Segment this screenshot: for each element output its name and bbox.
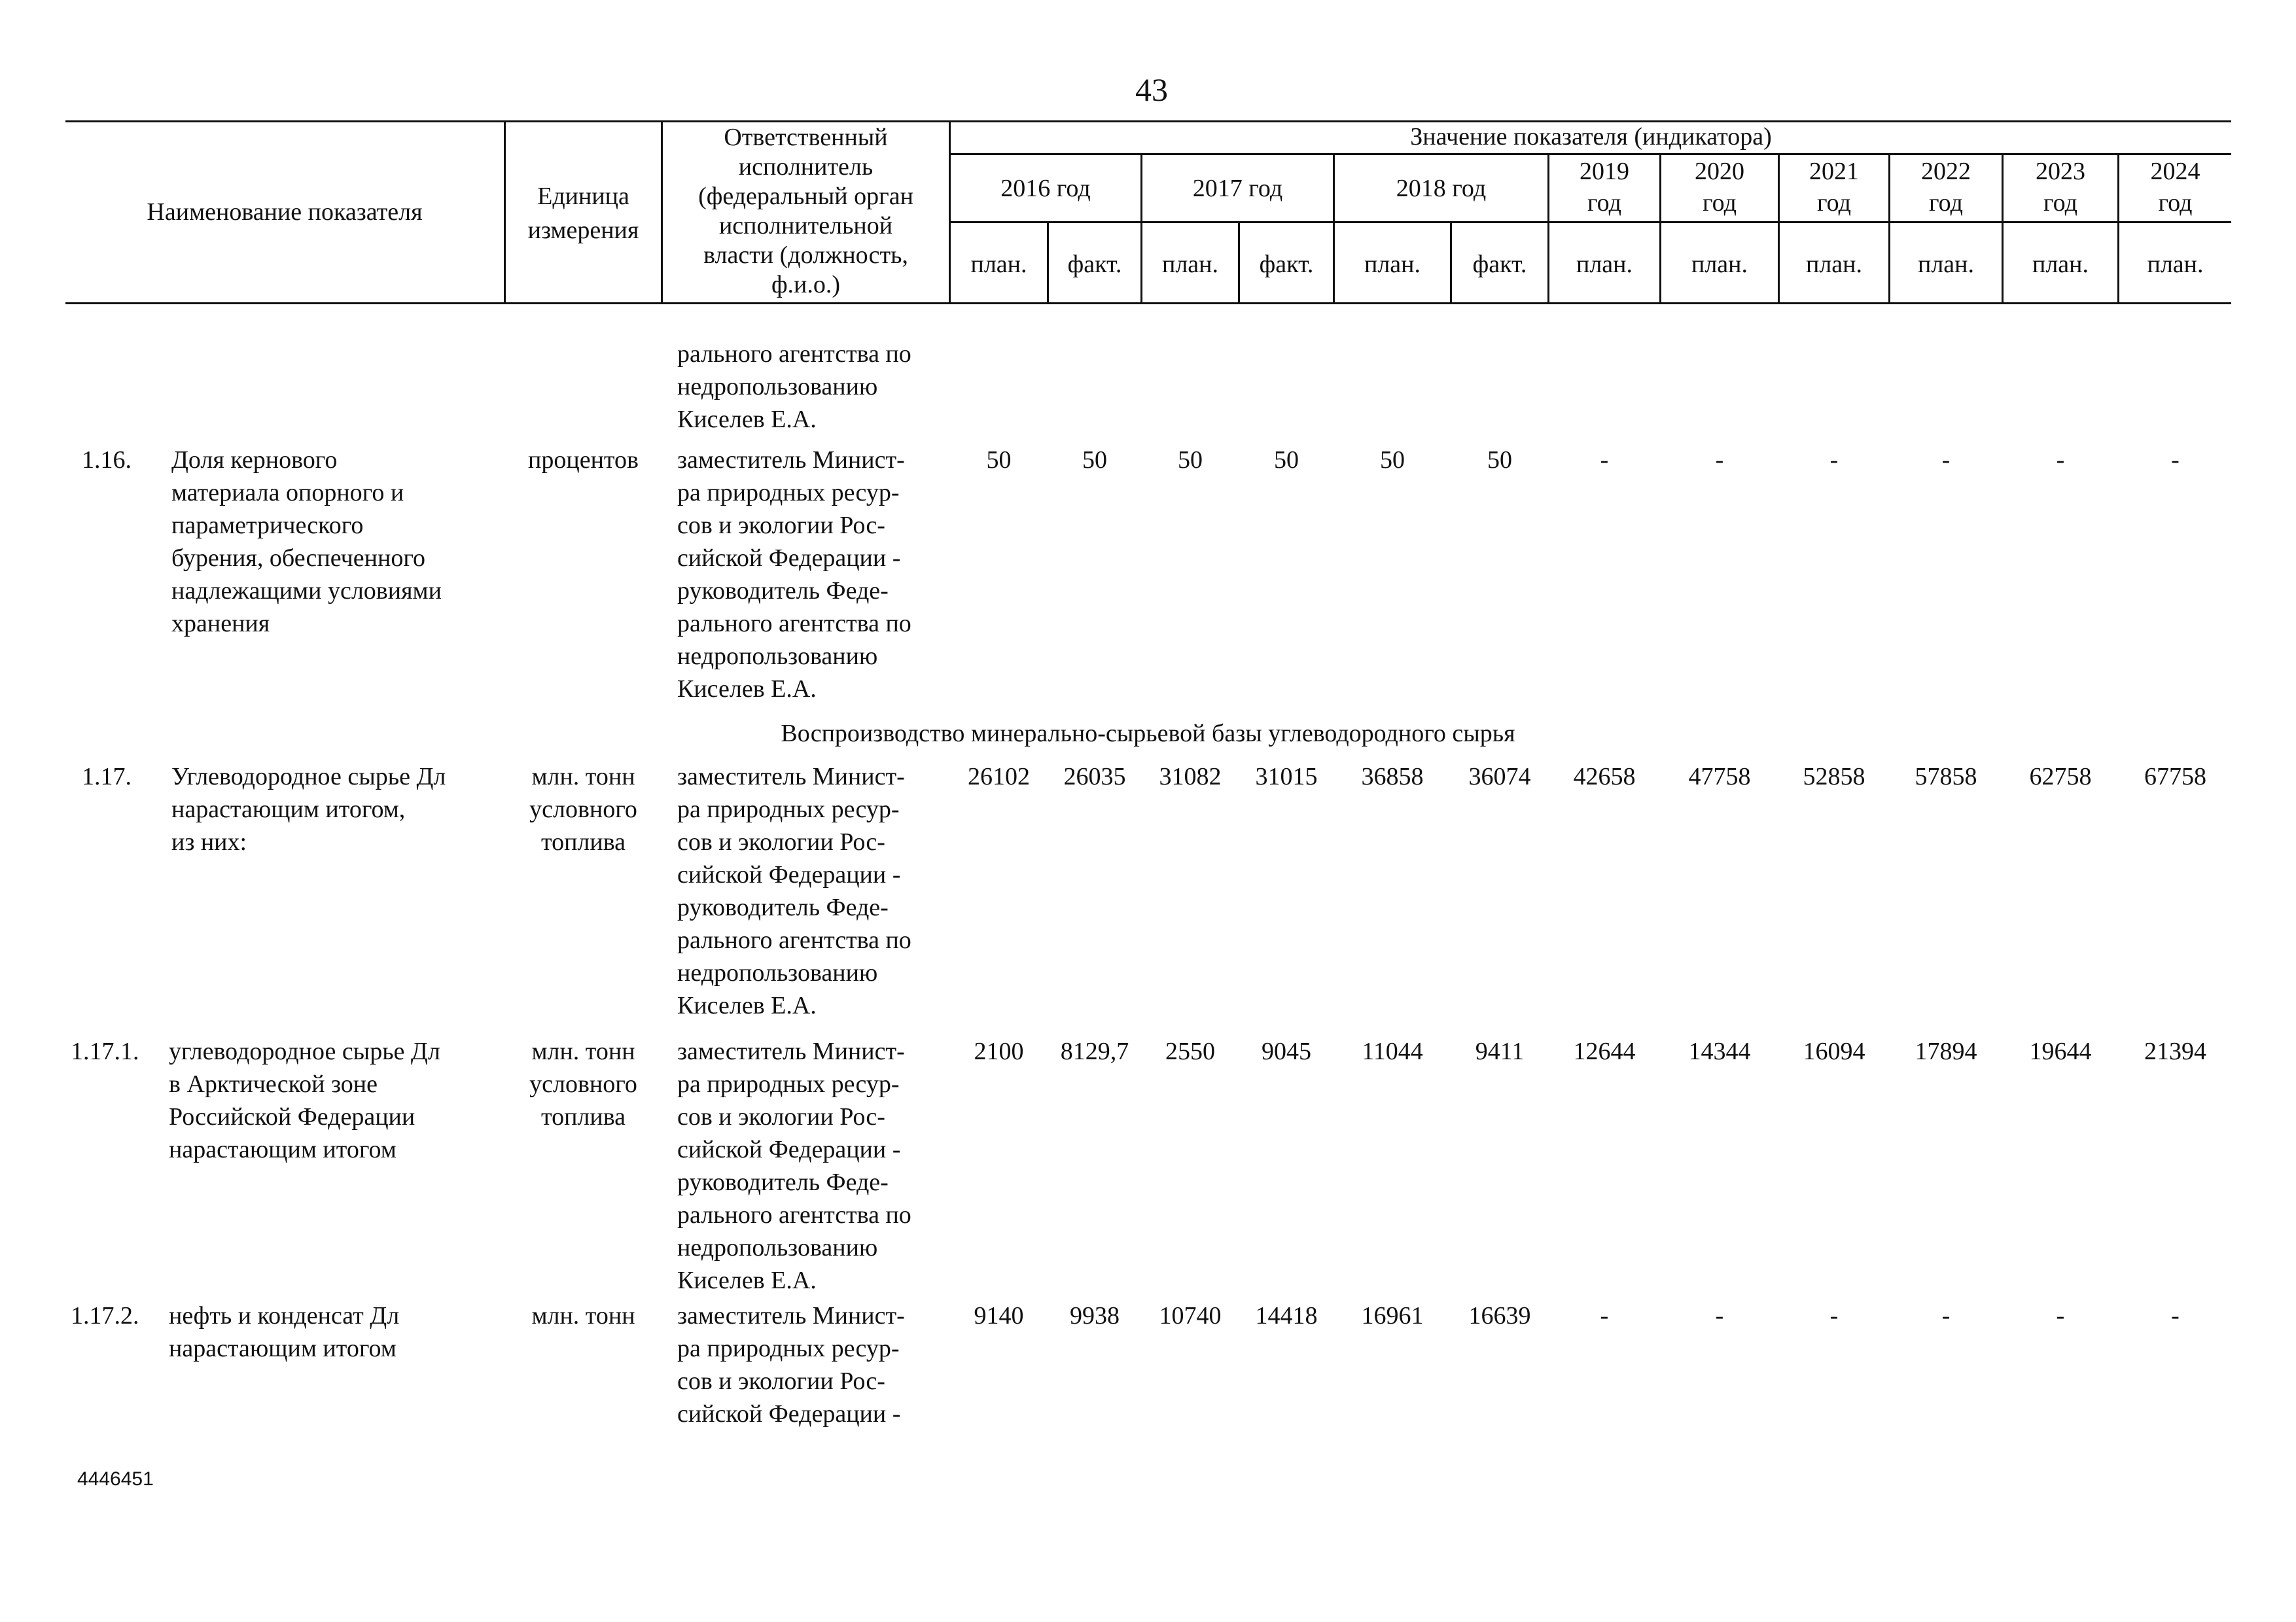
row-value: 12644 — [1573, 1038, 1636, 1065]
row-value: - — [1600, 1302, 1609, 1330]
header-value-title: Значение показателя (индикатора) — [1410, 123, 1772, 150]
row-value: 50 — [1380, 446, 1405, 474]
row-value: 26035 — [1063, 763, 1126, 790]
header-year: 2020 год — [1695, 158, 1744, 217]
row-value: 50 — [1487, 446, 1512, 474]
row-name: Углеводородное сырье Дл нарастающим итогом, из них: — [171, 763, 446, 856]
row-executor: заместитель Минист- ра природных ресур- сов и экологии Рос- сийской Федерации - руководитель Феде- рального агентства по недропользованию Киселев Е.А. — [677, 446, 911, 703]
row-value: 36858 — [1361, 763, 1424, 790]
row-value: 26102 — [968, 763, 1030, 790]
header-subcol: план. — [2147, 251, 2204, 278]
row-executor: заместитель Минист- ра природных ресур- сов и экологии Рос- сийской Федерации - — [677, 1302, 905, 1428]
header-year: 2024 год — [2150, 158, 2200, 217]
row-value: 67758 — [2144, 763, 2206, 790]
row-unit: млн. тонн — [531, 1302, 635, 1330]
row-value: - — [1941, 1302, 1951, 1330]
header-executor: Ответственный исполнитель (федеральный орган исполнительной власти (должность, ф.и.о.) — [698, 124, 913, 298]
header-subcol: факт. — [1472, 251, 1527, 278]
row-value: 47758 — [1688, 763, 1751, 790]
row-name: нефть и конденсат Дл нарастающим итогом — [169, 1302, 400, 1362]
row-number: 1.17.1. — [71, 1038, 139, 1065]
row-unit: млн. тонн условного топлива — [529, 1038, 637, 1131]
row-value: 16639 — [1468, 1302, 1531, 1330]
row-value: - — [2171, 1302, 2180, 1330]
header-subcol: план. — [1691, 251, 1748, 278]
header-subcol: план. — [2032, 251, 2089, 278]
row-value: - — [1941, 446, 1951, 474]
row-number: 1.17.2. — [71, 1302, 139, 1330]
row-unit: млн. тонн условного топлива — [529, 763, 637, 856]
section-title: Воспроизводство минерально-сырьевой базы углеводородного сырья — [781, 720, 1515, 747]
row-value: 16094 — [1803, 1038, 1865, 1065]
row-value: 19644 — [2029, 1038, 2092, 1065]
row-value: 9045 — [1262, 1038, 1311, 1065]
row-value: 10740 — [1159, 1302, 1222, 1330]
row-value: 50 — [1274, 446, 1299, 474]
row-value: 42658 — [1573, 763, 1636, 790]
row-value: - — [1829, 1302, 1839, 1330]
header-subcol: план. — [1805, 251, 1862, 278]
row-value: - — [2171, 446, 2180, 474]
row-value: 9411 — [1475, 1038, 1525, 1065]
row-value: 9938 — [1070, 1302, 1120, 1330]
row-value: 62758 — [2029, 763, 2092, 790]
header-year: 2019 год — [1580, 158, 1629, 217]
row-value: 50 — [1178, 446, 1203, 474]
row-name: углеводородное сырье Дл в Арктической зоне Российской Федерации нарастающим итогом — [169, 1038, 440, 1163]
row-value: - — [1600, 446, 1609, 474]
header-year: 2023 год — [2036, 158, 2085, 217]
row-value: 17894 — [1915, 1038, 1977, 1065]
header-name: Наименование показателя — [147, 198, 423, 226]
row-executor: заместитель Минист- ра природных ресур- сов и экологии Рос- сийской Федерации - руководитель Феде- рального агентства по недропользованию Киселев Е.А. — [677, 1038, 911, 1294]
header-year: 2022 год — [1921, 158, 1971, 217]
header-subcol: план. — [1576, 251, 1633, 278]
row-value: 2550 — [1165, 1038, 1215, 1065]
header-subcol: факт. — [1067, 251, 1122, 278]
row-value: 57858 — [1915, 763, 1977, 790]
row-value: 9140 — [974, 1302, 1024, 1330]
carryover-executor: рального агентства по недропользованию Киселев Е.А. — [677, 340, 911, 433]
header-year: 2018 год — [1396, 175, 1487, 202]
row-executor: заместитель Минист- ра природных ресур- сов и экологии Рос- сийской Федерации - руководитель Феде- рального агентства по недропользованию Киселев Е.А. — [677, 763, 911, 1019]
row-value: - — [1715, 1302, 1724, 1330]
row-value: - — [2056, 1302, 2065, 1330]
page-number: 43 — [1135, 71, 1168, 108]
header-subcol: план. — [1917, 251, 1974, 278]
row-value: 21394 — [2144, 1038, 2206, 1065]
row-value: - — [2056, 446, 2065, 474]
row-unit: процентов — [528, 446, 639, 474]
header-year: 2017 год — [1192, 175, 1283, 202]
row-value: 2100 — [974, 1038, 1024, 1065]
header-subcol: факт. — [1259, 251, 1314, 278]
header-subcol: план. — [1161, 251, 1218, 278]
row-value: 8129,7 — [1060, 1038, 1129, 1065]
row-value: 50 — [986, 446, 1012, 474]
row-name: Доля кернового материала опорного и параметрического бурения, обеспеченного надлежащими условиями хранения — [171, 446, 442, 637]
row-value: 31015 — [1255, 763, 1318, 790]
row-value: 14418 — [1255, 1302, 1318, 1330]
row-value: 14344 — [1688, 1038, 1751, 1065]
header-subcol: план. — [1364, 251, 1421, 278]
row-value: 36074 — [1468, 763, 1531, 790]
header-year: 2016 год — [1000, 175, 1091, 202]
row-value: - — [1715, 446, 1724, 474]
row-value: 31082 — [1159, 763, 1222, 790]
footer-code: 4446451 — [77, 1468, 154, 1490]
header-year: 2021 год — [1809, 158, 1859, 217]
header-subcol: план. — [970, 251, 1027, 278]
table-header-bottom-rule — [65, 302, 2231, 304]
row-value: 50 — [1082, 446, 1107, 474]
header-unit: Единица измерения — [527, 183, 639, 244]
row-number: 1.16. — [82, 446, 132, 474]
row-value: - — [1829, 446, 1839, 474]
row-value: 52858 — [1803, 763, 1865, 790]
row-value: 11044 — [1362, 1038, 1423, 1065]
row-value: 16961 — [1361, 1302, 1424, 1330]
row-number: 1.17. — [82, 763, 132, 790]
